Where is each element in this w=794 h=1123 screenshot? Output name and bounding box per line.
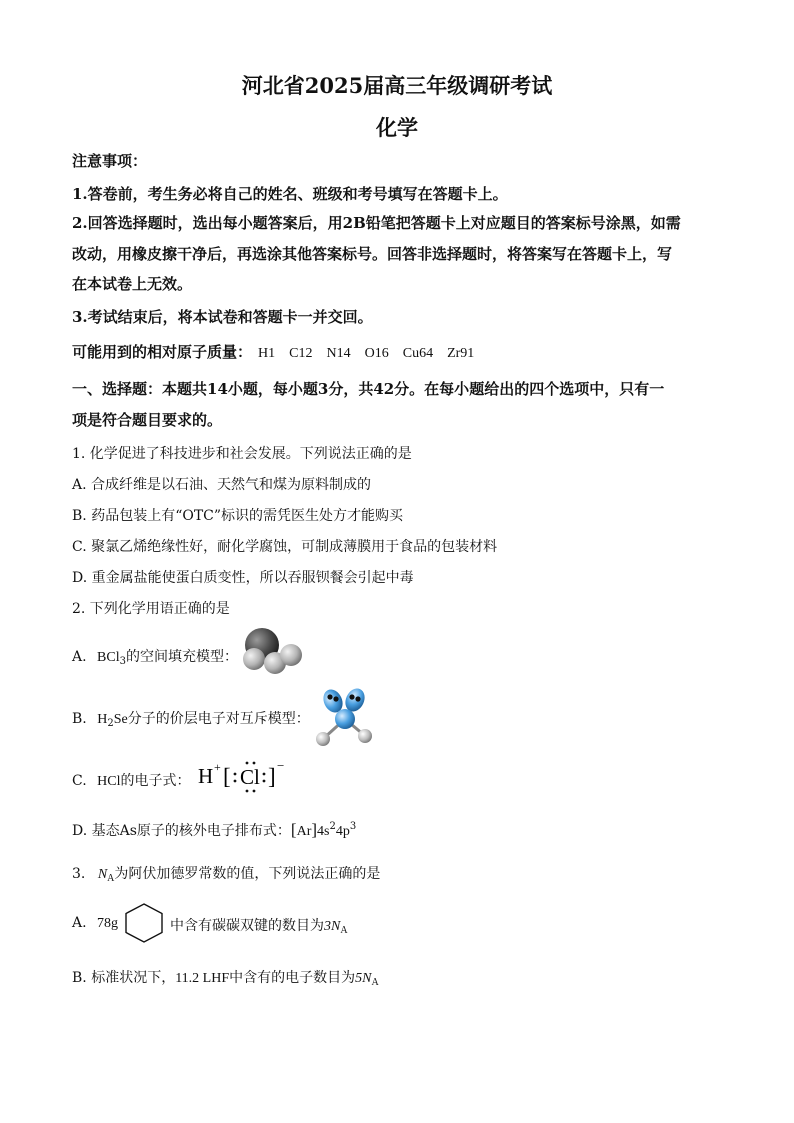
option-letter: B. — [72, 711, 87, 727]
electron-dot — [246, 790, 249, 793]
selenium-atom — [335, 709, 355, 729]
notes-line-1: 1.答卷前，考生务必将自己的姓名、班级和考号填写在答题卡上。 — [72, 185, 508, 203]
avogadro-subscript: A — [107, 873, 115, 884]
option-letter: C. — [72, 773, 87, 789]
electron-dot — [333, 696, 338, 701]
electron-dot — [327, 694, 332, 699]
notes-line-2a: 2.回答选择题时，选出每小题答案后，用2B铅笔把答题卡上对应题目的答案标号涂黑，如需 — [72, 214, 681, 232]
answer-subscript: A — [340, 925, 348, 936]
formula-subscript: 2 — [107, 718, 114, 729]
answer-value: 5N — [355, 971, 372, 986]
mass-value: 78g — [97, 916, 119, 931]
atomic-mass-item: C12 — [289, 346, 313, 361]
q2-stem: 2. 下列化学用语正确的是 — [72, 601, 230, 617]
atomic-mass-item: O16 — [364, 346, 389, 361]
q3-option-a — [170, 915, 348, 936]
avogadro-symbol: N — [97, 867, 108, 882]
q1-stem: 1. 化学促进了科技进步和社会发展。下列说法正确的是 — [72, 446, 412, 462]
stem-text: 为阿伏加德罗常数的值，下列说法正确的是 — [114, 866, 381, 882]
benzene-ring-icon — [122, 902, 166, 944]
chlorine-symbol: Cl — [240, 765, 260, 789]
atomic-mass-item: H1 — [258, 346, 276, 361]
orbital-superscript: 3 — [349, 821, 357, 832]
q1-option-b: B. 药品包装上有“OTC”标识的需凭医生处方才能购买 — [72, 508, 404, 524]
volume-value: 11.2 LHF — [175, 971, 230, 986]
question-number: 3. — [72, 866, 86, 882]
q3-option-a-letter — [72, 915, 118, 932]
formula: HCl — [97, 774, 121, 789]
electron-dot — [263, 780, 266, 783]
h2se-vsepr-model — [312, 686, 378, 748]
formula: Se — [113, 712, 128, 727]
exam-title: 河北省2025届高三年级调研考试 — [241, 73, 553, 98]
electron-dot — [355, 696, 360, 701]
bracket: ] — [311, 820, 318, 839]
option-text: 中含有碳碳双键的数目为 — [170, 918, 324, 934]
electron-dot — [349, 694, 354, 699]
electron-dot — [246, 762, 249, 765]
q2-option-b — [72, 708, 310, 729]
notes-line-3: 3.考试结束后，将本试卷和答题卡一并交回。 — [72, 308, 373, 326]
notes-line-2b: 改动，用橡皮擦干净后，再选涂其他答案标号。回答非选择题时，将答案写在答题卡上，写 — [72, 245, 673, 263]
hydrogen-atom — [358, 729, 372, 743]
atomic-mass-item: Zr91 — [447, 346, 475, 361]
charge-minus: − — [277, 758, 285, 773]
electron-dot — [263, 773, 266, 776]
hydrogen-symbol: H — [198, 764, 214, 788]
boron-atom — [243, 648, 265, 670]
option-text: B. 标准状况下， — [72, 970, 176, 986]
atomic-mass-item: N14 — [326, 346, 351, 361]
orbital: 4p — [335, 824, 350, 839]
hcl-electron-formula — [196, 756, 296, 798]
answer-subscript: A — [371, 977, 379, 988]
option-letter: A. — [72, 649, 87, 665]
electron-dot — [234, 773, 237, 776]
formula: H — [97, 712, 108, 727]
q1-option-c: C. 聚氯乙烯绝缘性好，耐化学腐蚀，可制成薄膜用于食品的包装材料 — [72, 539, 498, 555]
formula: BCl — [97, 650, 120, 665]
section-heading-line-2: 项是符合题目要求的。 — [72, 411, 223, 429]
subject-title: 化学 — [376, 115, 418, 140]
answer-value: 3N — [324, 919, 341, 934]
orbital: 4s — [317, 824, 330, 839]
notes-heading: 注意事项： — [72, 152, 148, 170]
electron-dot — [253, 762, 256, 765]
atomic-mass-item: Cu64 — [402, 346, 434, 361]
electron-dot — [253, 790, 256, 793]
electron-dot — [234, 780, 237, 783]
option-text: 的空间填充模型： — [125, 649, 238, 665]
option-text: 分子的价层电子对互斥模型： — [127, 711, 310, 727]
noble-gas-core: Ar — [296, 824, 312, 839]
notes-line-2c: 在本试卷上无效。 — [72, 275, 193, 293]
option-text: 的电子式： — [120, 773, 191, 789]
section-heading-line-1: 一、选择题：本题共14小题，每小题3分，共42分。在每小题给出的四个选项中，只有一 — [72, 380, 665, 398]
q2-option-c — [72, 770, 190, 790]
q1-option-d: D. 重金属盐能使蛋白质变性，所以吞服钡餐会引起中毒 — [72, 570, 414, 586]
q1-option-a: A. 合成纤维是以石油、天然气和煤为原料制成的 — [72, 477, 372, 493]
q3-option-b — [72, 967, 379, 988]
bracket: [ — [290, 820, 297, 839]
bcl3-space-filling-model — [238, 627, 306, 675]
option-text: 中含有的电子数目为 — [229, 970, 356, 986]
right-bracket: ] — [268, 764, 276, 789]
orbital-superscript: 2 — [329, 821, 336, 832]
charge-plus: + — [214, 760, 221, 774]
formula-subscript: 3 — [119, 656, 126, 667]
q2-option-d — [72, 820, 356, 840]
option-text: D. 基态As原子的核外电子排布式： — [72, 823, 291, 839]
q2-option-a — [72, 646, 238, 667]
q3-stem — [72, 863, 380, 884]
option-letter: A. — [72, 915, 87, 931]
atomic-mass-line — [72, 341, 488, 362]
hydrogen-atom — [316, 732, 330, 746]
left-bracket: [ — [223, 764, 231, 789]
boron-atom — [280, 644, 302, 666]
atomic-mass-label: 可能用到的相对原子质量： — [72, 343, 253, 361]
